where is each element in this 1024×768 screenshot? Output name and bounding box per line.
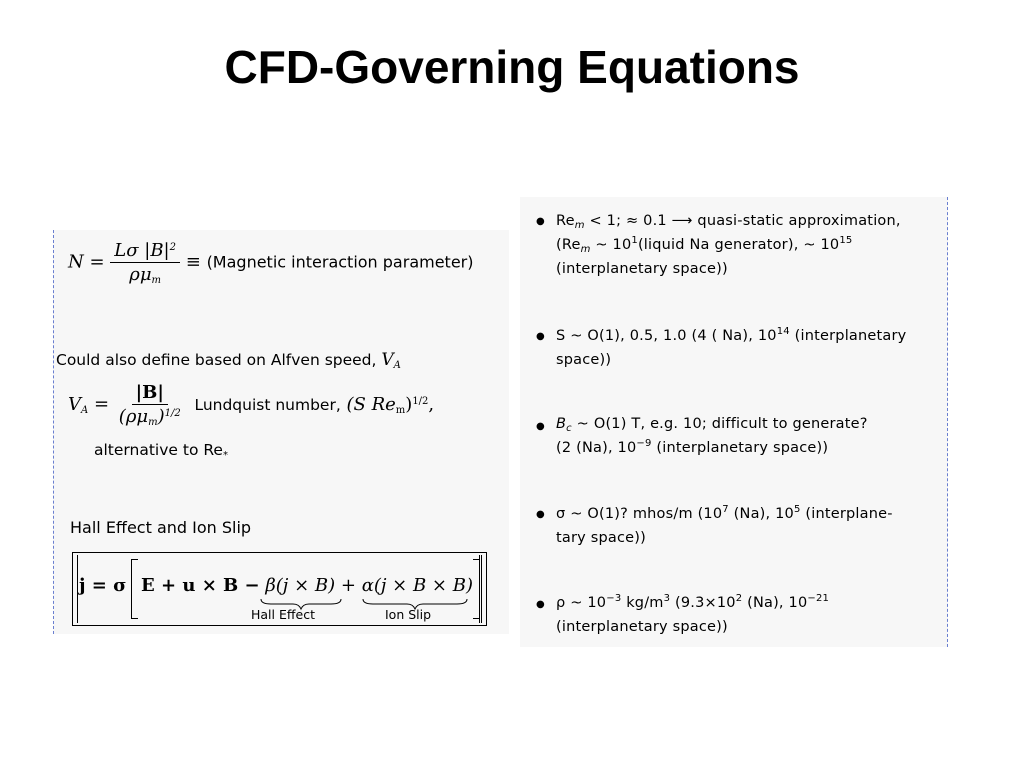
list-item-magnetic-field: $B_c$ ~ O(1) T, e.g. 10; difficult to generate? (2 (Na), $10^{-9}$ (interplanetary space))	[556, 416, 868, 456]
list-item-conductivity: σ ~ O(1)? mhos/m ($10^7$ (Na), $10^5$ (interplane- tary space))	[556, 504, 893, 546]
bullet-icon: ●	[536, 421, 545, 432]
current-density-box	[72, 552, 487, 626]
alfven-variable: V	[381, 350, 394, 370]
slide-title: CFD-Governing Equations	[224, 41, 800, 93]
va-lhs: V	[68, 393, 81, 415]
alternative-text: alternative to	[94, 441, 199, 459]
j-lhs: j = σ	[79, 575, 127, 596]
j-terms: E + u × B −	[141, 575, 260, 596]
va-fraction: $\frac{|B|}{(\rho\mu_m)^{1/2}}$	[118, 382, 181, 428]
bullet-icon: ●	[536, 216, 545, 227]
alfven-line: Could also define based on Alfven speed, $V_A$	[56, 350, 401, 371]
bullet-icon: ●	[536, 331, 545, 342]
bullet-icon: ●	[536, 599, 545, 610]
n-numerator: Lσ |B|	[114, 240, 170, 261]
n-description: (Magnetic interaction parameter)	[206, 252, 474, 272]
j-rhs: E + u × B − β(j × B) + α(j × B × B)	[141, 575, 473, 596]
lundquist-expression: (S $Re_m)^{1/2}$,	[346, 393, 435, 416]
interaction-parameter-equation	[68, 240, 473, 285]
hall-term: β(j × B)	[265, 575, 336, 596]
alfven-speed-equation: $V_A$ = $\frac{|B|}{(\rho\mu_m)^{1/2}}$ Lundquist number, (S $Re_m)^{1/2}$,	[68, 382, 435, 428]
n-fraction: $\frac{L\sigma |B|^2}{\rho\mu_m}$	[110, 240, 180, 285]
va-numerator: |B|	[132, 382, 168, 405]
equiv-symbol: ≡	[185, 251, 201, 273]
alfven-text: Could also define based on Alfven speed,	[56, 351, 377, 369]
right-parameter-panel	[520, 197, 948, 647]
left-equation-panel	[53, 230, 509, 634]
list-item-lundquist: S ~ O(1), 0.5, 1.0 (4 ( Na), $10^{14}$ (interplanetary space))	[556, 326, 907, 368]
ion-slip-term: α(j × B × B)	[361, 575, 473, 596]
alternative-re: Re	[203, 441, 223, 459]
list-item-magnetic-reynolds: $Re_m < 1$; ≈ 0.1 ⟶ quasi-static approximation, ($Re_m$ ~ $10^1(liquid$ Na generator), ~ $10^{15}$ (interplanetary space))	[556, 213, 901, 277]
list-item-density: ρ ~ $10^{-3}$ $kg/m^3$ ($9.3\times 10^2$ (Na), $10^{-21}$ (interplanetary space))	[556, 593, 830, 635]
alternative-line: alternative to $Re_*$	[94, 441, 228, 461]
hall-effect-label: Hall Effect	[251, 607, 315, 622]
lundquist-label: Lundquist number,	[194, 395, 341, 414]
left-bracket	[131, 559, 138, 619]
ion-slip-label: Ion Slip	[385, 607, 432, 622]
hall-heading: Hall Effect and Ion Slip	[70, 518, 252, 537]
bullet-icon: ●	[536, 509, 545, 520]
n-denominator: ρμ	[129, 264, 152, 285]
n-lhs: N =	[68, 251, 105, 273]
